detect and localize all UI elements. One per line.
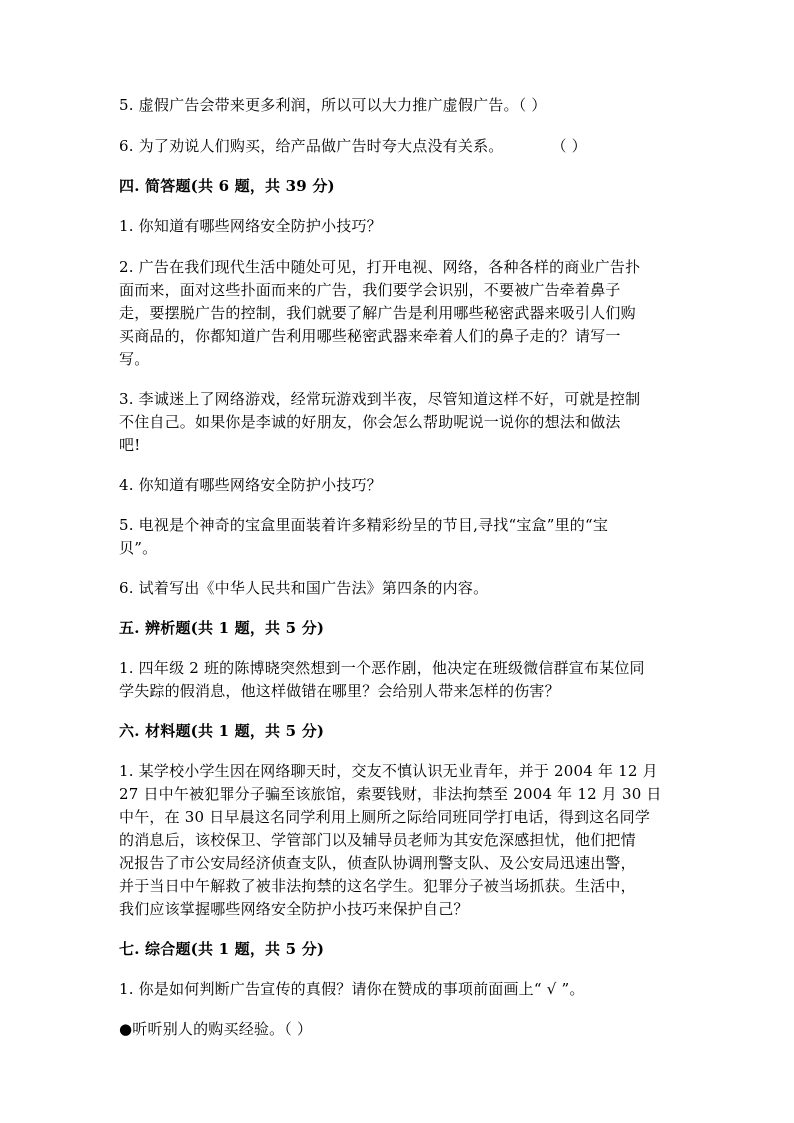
short-answer-question-2-line-5: 写。 <box>119 350 150 368</box>
analysis-question-1-line-2: 学失踪的假消息，他这样做错在哪里？会给别人带来怎样的伤害？ <box>119 682 560 700</box>
short-answer-question-5-line-1: 5. 电视是个神奇的宝盒里面装着许多精彩纷呈的节目,寻找“宝盒”里的“宝 <box>119 516 609 534</box>
short-answer-question-1: 1. 你知道有哪些网络安全防护小技巧？ <box>119 217 382 235</box>
judge-question-6-bracket: （ ） <box>551 137 587 155</box>
comprehensive-question-1: 1. 你是如何判断广告宣传的真假？请你在赞成的事项前面画上“ √ ”。 <box>119 980 585 998</box>
short-answer-question-3-line-2: 不住自己。如果你是李诚的好朋友，你会怎么帮助呢说一说你的想法和做法 <box>119 413 621 431</box>
material-question-1-line-5: 况报告了市公安局经济侦查支队，侦查队协调刑警支队、及公安局迅速出警， <box>119 854 636 872</box>
material-question-1-line-7: 我们应该掌握哪些网络安全防护小技巧来保护自己？ <box>119 900 469 918</box>
judge-question-5: 5. 虚假广告会带来更多利润，所以可以大力推广虚假广告。（ ） <box>119 96 547 114</box>
comprehensive-option-1: ●听听别人的购买经验。（ ） <box>119 1020 313 1038</box>
short-answer-question-2-line-2: 面而来，面对这些扑面而来的广告，我们要学会识别，不要被广告牵着鼻子 <box>119 281 621 299</box>
section-5-heading: 五. 辨析题(共 1 题，共 5 分) <box>119 619 325 637</box>
material-question-1-line-3: 中午，在 30 日早晨这名同学利用上厕所之际给同班同学打电话，得到这名同学 <box>119 808 651 826</box>
section-6-heading: 六. 材料题(共 1 题，共 5 分) <box>119 722 325 740</box>
short-answer-question-3-line-1: 3. 李诚迷上了网络游戏，经常玩游戏到半夜，尽管知道这样不好，可就是控制 <box>119 390 641 408</box>
material-question-1-line-2: 27 日中午被犯罪分子骗至该旅馆，索要钱财，非法拘禁至 2004 年 12 月 30 日 <box>119 785 662 803</box>
judge-question-6-text: 6. 为了劝说人们购买，给产品做广告时夸大点没有关系。 <box>119 137 504 155</box>
short-answer-question-3-line-3: 吧! <box>119 436 141 454</box>
material-question-1-line-6: 并于当日中午解救了被非法拘禁的这名学生。犯罪分子被当场抓获。生活中， <box>119 877 636 895</box>
analysis-question-1-line-1: 1. 四年级 2 班的陈博晓突然想到一个恶作剧，他决定在班级微信群宣布某位同 <box>119 659 645 677</box>
short-answer-question-2-line-3: 走，要摆脱广告的控制，我们就要了解广告是利用哪些秘密武器来吸引人们购 <box>119 304 636 322</box>
short-answer-question-4: 4. 你知道有哪些网络安全防护小技巧？ <box>119 476 382 494</box>
short-answer-question-2-line-1: 2. 广告在我们现代生活中随处可见，打开电视、网络，各种各样的商业广告扑 <box>119 258 641 276</box>
material-question-1-line-1: 1. 某学校小学生因在网络聊天时，交友不慎认识无业青年，并于 2004 年 12 月 <box>119 762 658 780</box>
short-answer-question-6: 6. 试着写出《中华人民共和国广告法》第四条的内容。 <box>119 579 489 597</box>
section-4-heading: 四. 简答题(共 6 题，共 39 分) <box>119 177 335 195</box>
short-answer-question-2-line-4: 买商品的，你都知道广告利用哪些秘密武器来牵着人们的鼻子走的？请写一 <box>119 327 621 345</box>
judge-question-6 <box>119 139 587 154</box>
short-answer-question-5-line-2: 贝”。 <box>119 539 158 557</box>
section-7-heading: 七. 综合题(共 1 题，共 5 分) <box>119 940 325 958</box>
material-question-1-line-4: 的消息后，该校保卫、学管部门以及辅导员老师为其安危深感担忧，他们把情 <box>119 831 636 849</box>
